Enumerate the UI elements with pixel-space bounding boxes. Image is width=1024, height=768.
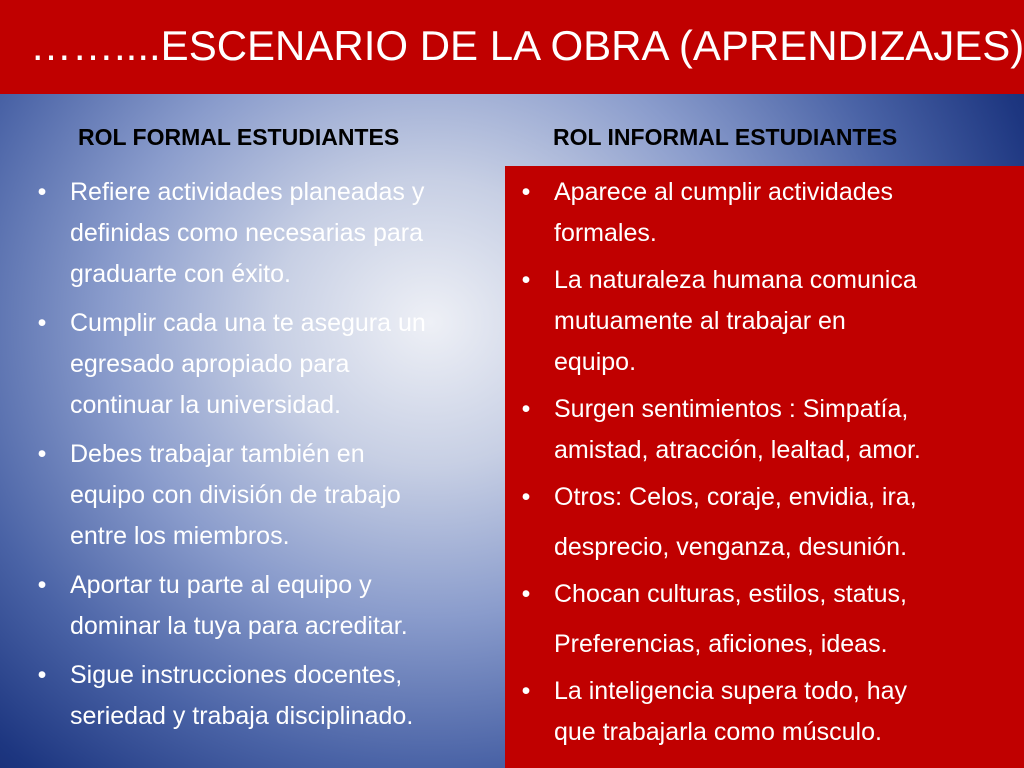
list-item-line: La naturaleza humana comunica bbox=[554, 266, 917, 294]
list-item-line: equipo. bbox=[554, 348, 637, 376]
list-item-line: egresado apropiado para bbox=[70, 350, 350, 378]
list-item-line: mutuamente al trabajar en bbox=[554, 307, 846, 335]
list-item-line: equipo con división de trabajo bbox=[70, 481, 401, 509]
bullet-icon: • bbox=[521, 395, 531, 423]
list-item bbox=[30, 655, 426, 737]
list-item-line: La inteligencia supera todo, hay bbox=[554, 677, 908, 705]
bullet-icon: • bbox=[37, 571, 47, 599]
list-item-line: Preferencias, aficiones, ideas. bbox=[554, 630, 888, 658]
list-item-line: que trabajarla como músculo. bbox=[554, 718, 882, 746]
list-item bbox=[514, 574, 921, 665]
list-item-line: definidas como necesarias para bbox=[70, 219, 423, 247]
list-item-line: seriedad y trabaja disciplinado. bbox=[70, 702, 414, 730]
list-item-line: entre los miembros. bbox=[70, 522, 290, 550]
list-item bbox=[514, 477, 921, 568]
list-item bbox=[30, 303, 426, 426]
list-item bbox=[514, 260, 921, 383]
list-item bbox=[514, 671, 921, 753]
list-item-line: Surgen sentimientos : Simpatía, bbox=[554, 395, 909, 423]
right-column-heading: ROL INFORMAL ESTUDIANTES bbox=[553, 124, 898, 150]
left-column-heading: ROL FORMAL ESTUDIANTES bbox=[78, 124, 400, 150]
bullet-icon: • bbox=[37, 178, 47, 206]
list-item bbox=[30, 434, 426, 557]
bullet-icon: • bbox=[37, 309, 47, 337]
list-item-line: desprecio, venganza, desunión. bbox=[554, 533, 908, 561]
slide-title: ……....ESCENARIO DE LA OBRA (APRENDIZAJES) bbox=[30, 22, 1024, 69]
list-item bbox=[30, 565, 426, 647]
bullet-icon: • bbox=[521, 580, 531, 608]
list-item-line: Sigue instrucciones docentes, bbox=[70, 661, 403, 689]
bullet-icon: • bbox=[37, 661, 47, 689]
left-bullet-list bbox=[30, 172, 426, 745]
list-item-line: graduarte con éxito. bbox=[70, 260, 291, 288]
list-item-line: Chocan culturas, estilos, status, bbox=[554, 580, 907, 608]
list-item bbox=[514, 172, 921, 254]
bullet-icon: • bbox=[521, 677, 531, 705]
list-item-line: continuar la universidad. bbox=[70, 391, 341, 419]
list-item-line: Otros: Celos, coraje, envidia, ira, bbox=[554, 483, 917, 511]
bullet-icon: • bbox=[521, 266, 531, 294]
list-item-line: Aportar tu parte al equipo y bbox=[70, 571, 372, 599]
bullet-icon: • bbox=[521, 483, 531, 511]
list-item-line: Cumplir cada una te asegura un bbox=[70, 309, 426, 337]
list-item-line: Debes trabajar también en bbox=[70, 440, 365, 468]
list-item-line: amistad, atracción, lealtad, amor. bbox=[554, 436, 921, 464]
title-bar bbox=[0, 0, 1024, 94]
list-item-line: dominar la tuya para acreditar. bbox=[70, 612, 408, 640]
bullet-icon: • bbox=[37, 440, 47, 468]
list-item-line: Aparece al cumplir actividades bbox=[554, 178, 894, 206]
right-bullet-list bbox=[514, 172, 921, 759]
list-item bbox=[514, 389, 921, 471]
list-item-line: Refiere actividades planeadas y bbox=[70, 178, 425, 206]
bullet-icon: • bbox=[521, 178, 531, 206]
list-item bbox=[30, 172, 426, 295]
list-item-line: formales. bbox=[554, 219, 657, 247]
